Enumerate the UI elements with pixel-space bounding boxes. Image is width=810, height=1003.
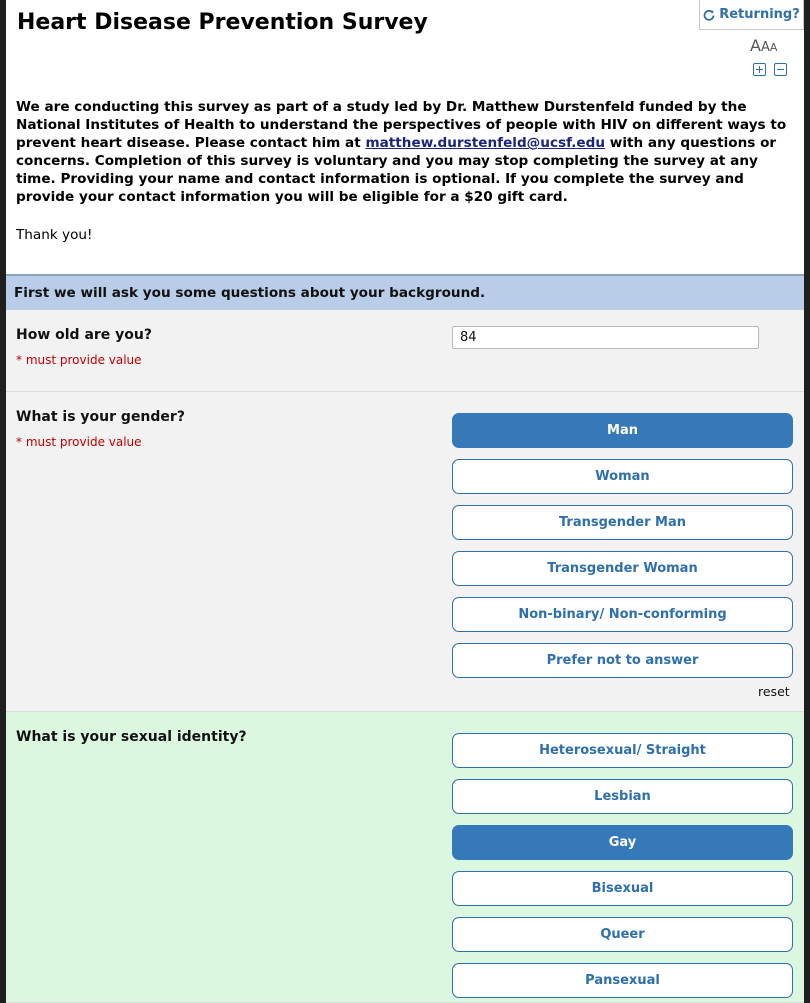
refresh-icon xyxy=(703,9,715,21)
intro-text xyxy=(16,98,798,206)
intro-text-part2: with any questions or concerns. Completion of this survey is voluntary and you may stop completing the survey at any time. Providing your name and contact information is optional. If you complete the survey and provide your contact information you will be eligible for a $20 gift card. xyxy=(16,135,777,205)
gender-question-label: What is your gender? xyxy=(16,409,185,425)
intro-text-part1: We are conducting this survey as part of a study led by Dr. Matthew Durstenfeld funded by the National Institutes of Health to understand the perspectives of people with HIV on different ways to prevent heart disease. Please contact him at xyxy=(16,99,787,151)
returning-label: Returning? xyxy=(719,7,800,22)
zoom-in-icon[interactable] xyxy=(753,63,766,76)
sexual-option-heterosexual[interactable]: Heterosexual/ Straight xyxy=(452,733,793,768)
sexual-option-queer[interactable]: Queer xyxy=(452,917,793,952)
thanks-text: Thank you! xyxy=(16,227,93,243)
age-required-note: * must provide value xyxy=(16,353,142,367)
sexual-option-pansexual[interactable]: Pansexual xyxy=(452,963,793,998)
survey-page xyxy=(6,0,804,1003)
sexual-option-lesbian[interactable]: Lesbian xyxy=(452,779,793,814)
zoom-out-icon[interactable] xyxy=(774,63,787,76)
gender-option-prefer-not[interactable]: Prefer not to answer xyxy=(452,643,793,678)
age-question-label: How old are you? xyxy=(16,327,153,343)
question-sexual-identity xyxy=(6,712,804,1003)
text-size-small[interactable]: A xyxy=(769,41,778,54)
page-title: Heart Disease Prevention Survey xyxy=(17,10,428,35)
gender-option-woman[interactable]: Woman xyxy=(452,459,793,494)
sexual-identity-question-label: What is your sexual identity? xyxy=(16,729,247,745)
gender-required-note: * must provide value xyxy=(16,435,142,449)
sexual-option-bisexual[interactable]: Bisexual xyxy=(452,871,793,906)
returning-button[interactable] xyxy=(699,0,804,30)
gender-option-man[interactable]: Man xyxy=(452,413,793,448)
question-age xyxy=(6,310,804,392)
question-gender xyxy=(6,392,804,712)
contact-email-link[interactable]: matthew.durstenfeld@ucsf.edu xyxy=(365,135,606,151)
gender-option-transgender-man[interactable]: Transgender Man xyxy=(452,505,793,540)
text-size-medium[interactable]: A xyxy=(760,40,770,55)
text-size-large[interactable]: A xyxy=(750,36,761,55)
age-input[interactable] xyxy=(452,326,759,349)
sexual-option-gay[interactable]: Gay xyxy=(452,825,793,860)
gender-option-transgender-woman[interactable]: Transgender Woman xyxy=(452,551,793,586)
gender-option-non-binary[interactable]: Non-binary/ Non-conforming xyxy=(452,597,793,632)
gender-reset-link[interactable]: reset xyxy=(758,684,790,699)
section-header: First we will ask you some questions about your background. xyxy=(6,274,804,310)
text-size-controls xyxy=(750,36,777,55)
